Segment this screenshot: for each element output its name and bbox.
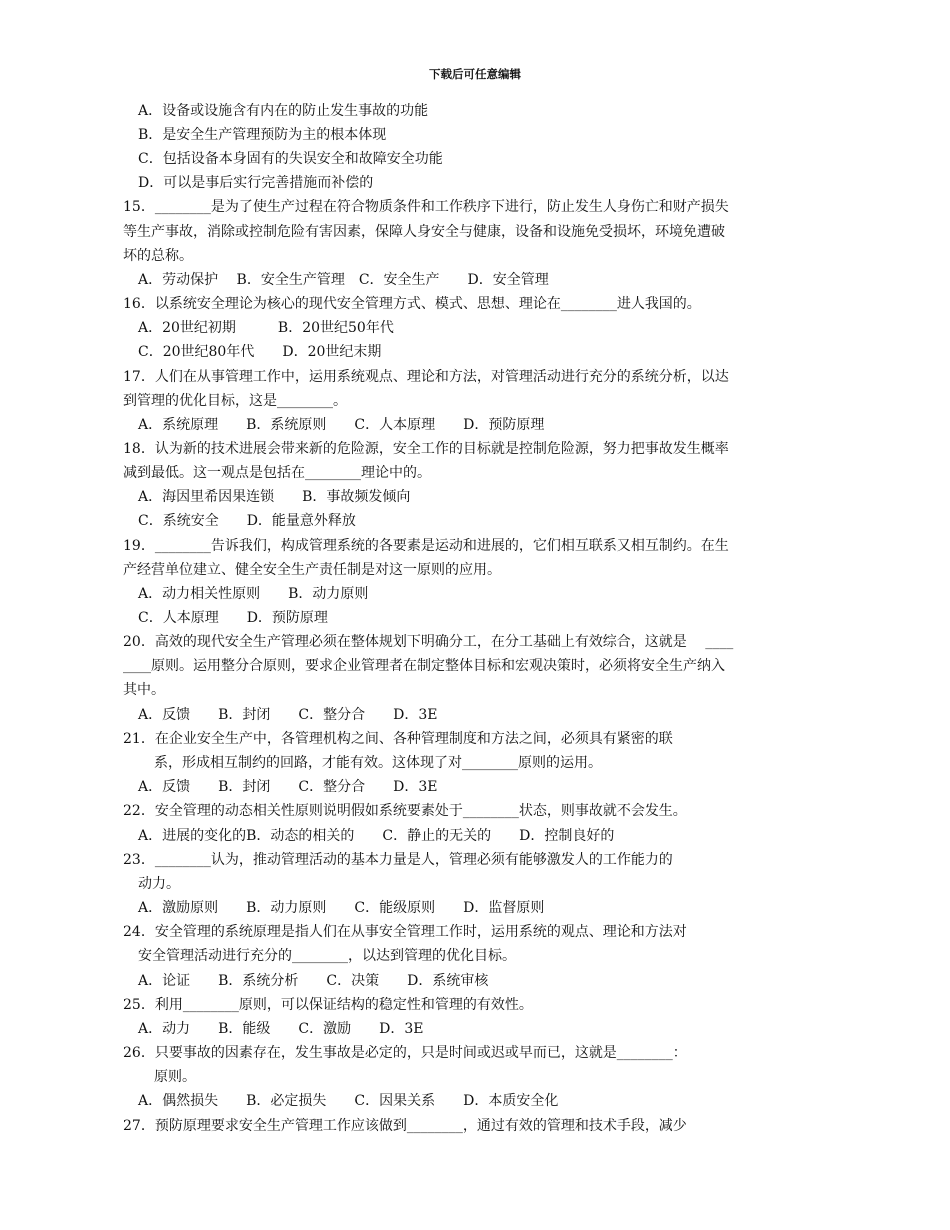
text-line: 19．________告诉我们，构成管理系统的各要素是运动和进展的，它们相互联系又相互制约。在生 — [123, 538, 729, 554]
text-line: C．包括设备本身固有的失误安全和故障安全功能 — [138, 151, 443, 167]
text-line: D．可以是事后实行完善措施而补偿的 — [138, 175, 374, 191]
text-line: 其中。 — [123, 682, 165, 698]
text-line: 22．安全管理的动态相关性原则说明假如系统要素处于________状态，则事故就不会发生。 — [123, 803, 687, 819]
text-line: A．激励原则 B．动力原则 C．能级原则 D．监督原则 — [138, 900, 545, 916]
text-line: 16．以系统安全理论为核心的现代安全管理方式、模式、思想、理论在________进人我国的。 — [123, 296, 701, 312]
text-line: C．系统安全 D．能量意外释放 — [138, 513, 356, 529]
text-line: 20．高效的现代安全生产管理必须在整体规划下明确分工，在分工基础上有效综合，这就是 ____ — [123, 634, 734, 650]
text-line: C．20世纪80年代 D．20世纪末期 — [138, 344, 382, 360]
text-line: 原则。 — [154, 1069, 196, 1085]
text-line: 21．在企业安全生产中，各管理机构之间、各种管理制度和方法之间，必须具有紧密的联 — [123, 731, 673, 747]
text-line: 等生产事故，消除或控制危险有害因素，保障人身安全与健康，设备和设施免受损坏，环境免遭破 — [123, 224, 725, 240]
text-line: B．是安全生产管理预防为主的根本体现 — [138, 127, 387, 143]
text-line: 到管理的优化目标，这是________。 — [123, 393, 347, 409]
text-line: A．动力相关性原则 B．动力原则 — [138, 586, 369, 602]
text-line: 安全管理活动进行充分的________，以达到管理的优化目标。 — [138, 948, 516, 964]
text-line: 17．人们在从事管理工作中，运用系统观点、理论和方法，对管理活动进行充分的系统分析，以达 — [123, 369, 729, 385]
text-line: A．进展的变化的B．动态的相关的 C．静止的无关的 D．控制良好的 — [138, 828, 615, 844]
text-line: 23．________认为，推动管理活动的基本力量是人，管理必须有能够激发人的工作能力的 — [123, 852, 673, 868]
text-line: 15．________是为了使生产过程在符合物质条件和工作秩序下进行，防止发生人身伤亡和财产损失 — [123, 199, 729, 215]
text-line: 18．认为新的技术进展会带来新的危险源，安全工作的目标就是控制危险源，努力把事故发生概率 — [123, 441, 729, 457]
text-line: 26．只要事故的因素存在，发生事故是必定的，只是时间或迟或早而已，这就是________： — [123, 1045, 687, 1061]
text-line: 25．利用________原则，可以保证结构的稳定性和管理的有效性。 — [123, 997, 533, 1013]
page-header: 下载后可任意编辑 — [429, 67, 521, 81]
text-line: A．偶然损失 B．必定损失 C．因果关系 D．本质安全化 — [138, 1093, 559, 1109]
text-line: 动力。 — [138, 876, 180, 892]
text-line: A．海因里希因果连锁 B．事故频发倾向 — [138, 489, 411, 505]
text-line: 产经营单位建立、健全安全生产责任制是对这一原则的应用。 — [123, 562, 501, 578]
text-line: A．劳动保护 B．安全生产管理 C．安全生产 D．安全管理 — [138, 272, 549, 288]
text-line: 27．预防原理要求安全生产管理工作应该做到________，通过有效的管理和技术手段，减少 — [123, 1118, 687, 1134]
text-line: A．20世纪初期 B．20世纪50年代 — [138, 320, 394, 336]
text-line: C．人本原理 D．预防原理 — [138, 610, 328, 626]
text-line: 坏的总称。 — [123, 248, 193, 264]
text-line: A．动力 B．能级 C．激励 D．3E — [138, 1021, 424, 1037]
text-line: A．论证 B．系统分析 C．决策 D．系统审核 — [138, 973, 489, 989]
text-line: A．系统原理 B．系统原则 C．人本原理 D．预防原理 — [138, 417, 545, 433]
text-line: 系，形成相互制约的回路，才能有效。这体现了对________原则的运用。 — [154, 755, 602, 771]
text-line: 24．安全管理的系统原理是指人们在从事安全管理工作时，运用系统的观点、理论和方法对 — [123, 924, 687, 940]
text-line: 减到最低。这一观点是包括在________理论中的。 — [123, 465, 431, 481]
text-line: ____原则。运用整分合原则，要求企业管理者在制定整体目标和宏观决策时，必须将安全生产纳入 — [123, 658, 725, 674]
text-line: A．设备或设施含有内在的防止发生事故的功能 — [138, 103, 429, 119]
text-line: A．反馈 B．封闭 C．整分合 D．3E — [138, 707, 438, 723]
text-line: A．反馈 B．封闭 C．整分合 D．3E — [138, 779, 438, 795]
